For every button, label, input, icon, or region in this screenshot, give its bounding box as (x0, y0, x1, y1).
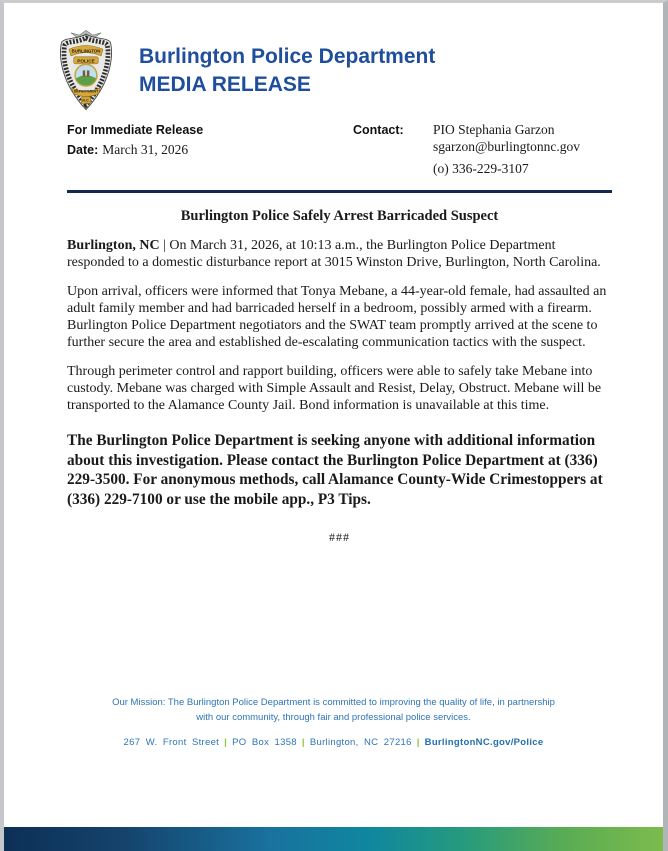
badge-text-department: DEPARTMENT (73, 89, 99, 94)
mission-statement: Our Mission: The Burlington Police Department is committed to improving the quality of life, in partnership with our community, through fair and professional police services. (112, 697, 555, 723)
immediate-release-label: For Immediate Release (67, 123, 204, 137)
call-to-action-paragraph: The Burlington Police Department is seeking anyone with additional information about this investigation. Please contact the Burlington Police Department at (336) 229-3500. For anonymous methods, call Alamance County-Wide Crimestoppers at (336) 229-7100 or use the mobile app., P3 Tips. (67, 432, 603, 508)
pipe-separator: | (224, 737, 228, 748)
page-content (4, 3, 663, 545)
release-left (67, 121, 353, 177)
date-value: March 31, 2026 (102, 142, 189, 157)
contact-values (433, 121, 580, 177)
org-title: Burlington Police Department (139, 45, 436, 68)
masthead-titles (139, 43, 435, 99)
badge-text-burlington: BURLINGTON (71, 48, 101, 54)
end-mark: ### (329, 530, 350, 544)
masthead (67, 27, 612, 113)
contact-name: PIO Stephania Garzon (433, 122, 555, 137)
police-badge-icon (53, 27, 119, 113)
city-state-zip: Burlington, NC 27216 (309, 737, 412, 748)
doc-type-title: MEDIA RELEASE (139, 73, 311, 96)
website-link: BurlingtonNC.gov/Police (424, 737, 544, 748)
page-footer (4, 695, 663, 748)
pipe-separator: | (416, 737, 420, 748)
badge-svg (53, 27, 119, 113)
release-info (67, 121, 612, 177)
contact-email: sgarzon@burlingtonnc.gov (433, 139, 581, 154)
dateline-lead: Burlington, NC (67, 238, 160, 253)
badge-text-police: POLICE (77, 58, 95, 64)
paragraph-3: Through perimeter control and rapport building, officers were able to safely take Mebane into custody. Mebane was charged with Simple Assault and Resist, Delay, Obstruct. Mebane will be transported to the Alamance County Jail. Bond information is unavailable at this time. (67, 364, 602, 413)
badge-text-nc: N.C. (82, 98, 90, 103)
paragraph-1 (67, 237, 612, 271)
street-address: 267 W. Front Street (123, 737, 220, 748)
po-box: PO Box 1358 (232, 737, 297, 748)
header-divider (67, 190, 612, 193)
paragraph-1-text: | On March 31, 2026, at 10:13 a.m., the Burlington Police Department responded to a domestic disturbance report at 3015 Winston Drive, Burlington, North Carolina. (67, 238, 601, 270)
contact-phone: (o) 336-229-3107 (433, 161, 529, 176)
pipe-separator: | (301, 737, 305, 748)
contact-block (353, 121, 580, 177)
date-label: Date: (67, 143, 99, 157)
contact-label: Contact: (353, 123, 404, 137)
press-release-title: Burlington Police Safely Arrest Barricaded Suspect (180, 208, 499, 224)
address-line (4, 737, 663, 748)
paragraph-2: Upon arrival, officers were informed that Tonya Mebane, a 44-year-old female, had assaulted an adult family member and had barricaded herself in a bedroom, possibly armed with a firearm. Burlington Police Department negotiators and the SWAT team promptly arrived at the scene to further secure the area and established de-escalating communication tactics with the suspect. (67, 284, 607, 350)
brand-gradient-bar (4, 827, 663, 851)
date-line (67, 140, 353, 160)
